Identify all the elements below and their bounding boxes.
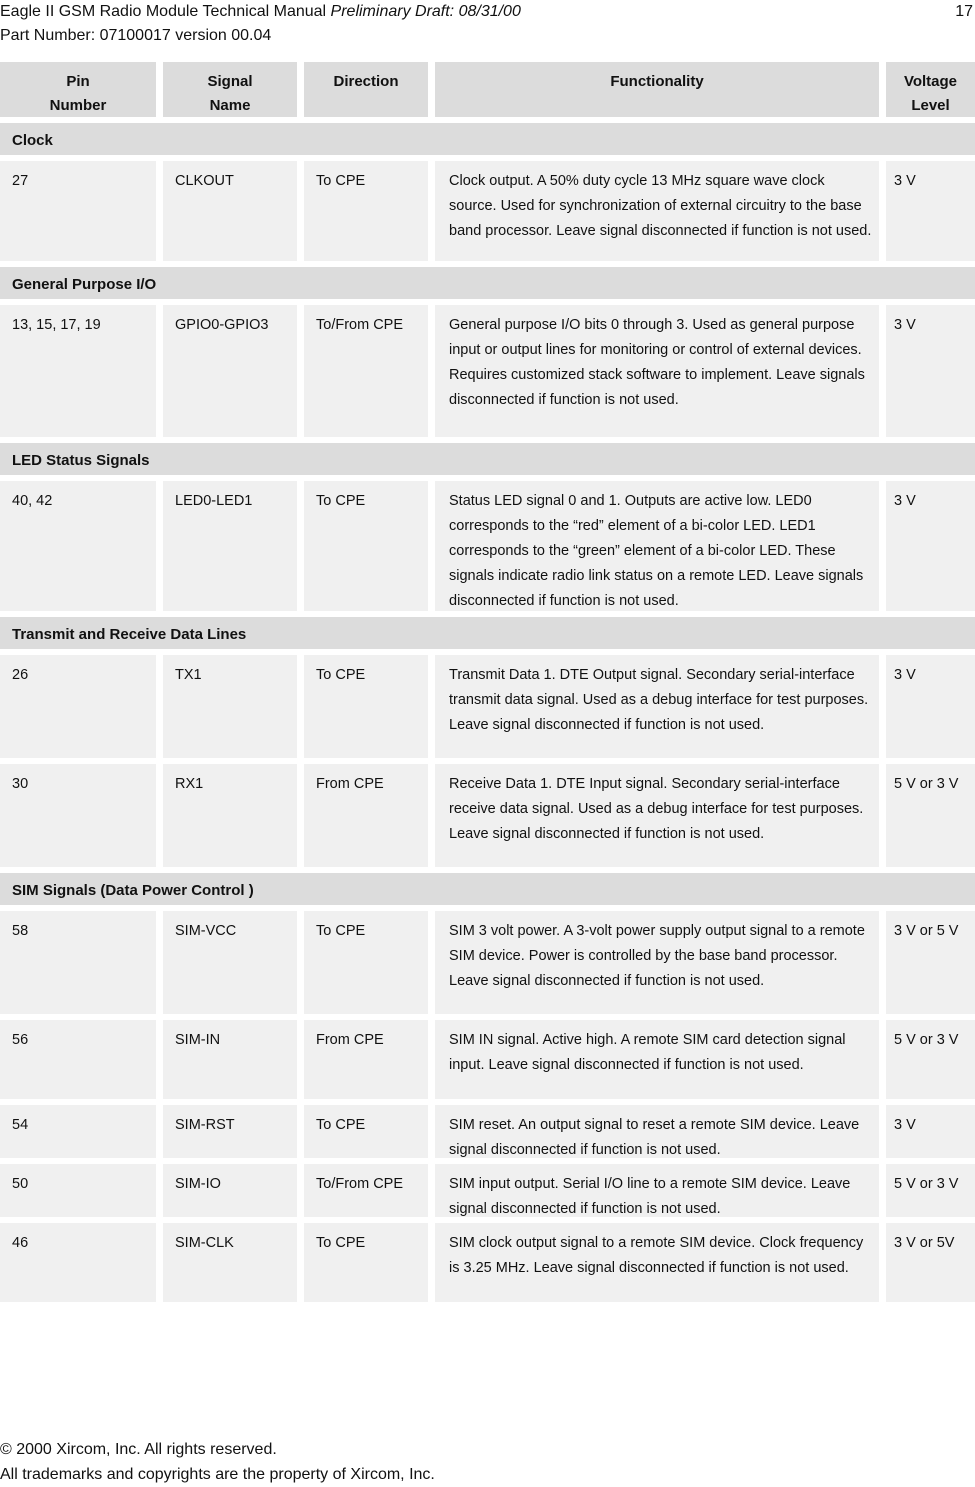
table-row [0,481,975,611]
table-header-row [0,62,975,117]
table-row [0,161,975,261]
cell-functionality: Receive Data 1. DTE Input signal. Secondary serial-interface receive data signal. Used as a debug interface for test purposes. Leave signal disconnected if function is not used. [435,764,879,867]
cell-functionality: Transmit Data 1. DTE Output signal. Secondary serial-interface transmit data signal. Used as a debug interface for test purposes. Leave signal disconnected if function is not used. [435,655,879,758]
cell-pin-number: 30 [0,764,156,867]
page-number: 17 [955,3,973,20]
table-row [0,1105,975,1158]
table-row [0,305,975,437]
cell-pin-number: 56 [0,1020,156,1099]
cell-functionality: SIM input output. Serial I/O line to a remote SIM device. Leave signal disconnected if function is not used. [435,1164,879,1217]
title-draft-date: Preliminary Draft: 08/31/00 [330,3,521,20]
cell-voltage-level: 5 V or 3 V [886,764,975,867]
table-row [0,911,975,1014]
cell-voltage-level: 3 V or 5 V [886,911,975,1014]
signal-table [0,62,975,1308]
cell-direction: To CPE [304,911,428,1014]
column-header-functionality: Functionality [435,62,879,117]
cell-functionality: General purpose I/O bits 0 through 3. Used as general purpose input or output lines for monitoring or control of external devices. Requires customized stack software to implement. Leave signals disconnected if function is not used. [435,305,879,437]
section-heading: SIM Signals (Data Power Control ) [0,873,975,905]
header-row [0,0,975,24]
cell-pin-number: 46 [0,1223,156,1302]
table-row [0,764,975,867]
table-row [0,1164,975,1217]
cell-voltage-level: 3 V [886,161,975,261]
cell-functionality: SIM IN signal. Active high. A remote SIM card detection signal input. Leave signal disconnected if function is not used. [435,1020,879,1099]
cell-voltage-level: 3 V [886,1105,975,1158]
cell-direction: From CPE [304,1020,428,1099]
column-header-direction: Direction [304,62,428,117]
cell-direction: To CPE [304,481,428,611]
section-heading: Clock [0,123,975,155]
table-row [0,1020,975,1099]
table-row [0,655,975,758]
section-heading: Transmit and Receive Data Lines [0,617,975,649]
title-main: Eagle II GSM Radio Module Technical Manual [0,3,331,20]
table-row [0,1223,975,1302]
cell-signal-name: SIM-IN [163,1020,297,1099]
cell-signal-name: CLKOUT [163,161,297,261]
cell-direction: To CPE [304,161,428,261]
cell-pin-number: 58 [0,911,156,1014]
column-header-pin: Pin Number [0,62,156,117]
section-heading: General Purpose I/O [0,267,975,299]
cell-voltage-level: 3 V or 5V [886,1223,975,1302]
cell-functionality: Clock output. A 50% duty cycle 13 MHz square wave clock source. Used for synchronization of external circuitry to the base band processor. Leave signal disconnected if function is not used. [435,161,879,261]
cell-direction: To CPE [304,1223,428,1302]
cell-functionality: Status LED signal 0 and 1. Outputs are active low. LED0 corresponds to the “red” element of a bi-color LED. LED1 corresponds to the “green” element of a bi-color LED. These signals indicate radio link status on a remote LED. Leave signals disconnected if function is not used. [435,481,879,611]
column-header-voltage: Voltage Level [886,62,975,117]
cell-pin-number: 27 [0,161,156,261]
cell-pin-number: 26 [0,655,156,758]
cell-signal-name: TX1 [163,655,297,758]
cell-signal-name: LED0-LED1 [163,481,297,611]
document-title [0,0,521,24]
cell-direction: To/From CPE [304,1164,428,1217]
cell-direction: To CPE [304,655,428,758]
cell-signal-name: GPIO0-GPIO3 [163,305,297,437]
cell-functionality: SIM reset. An output signal to reset a remote SIM device. Leave signal disconnected if function is not used. [435,1105,879,1158]
cell-signal-name: SIM-VCC [163,911,297,1014]
copyright-notice: © 2000 Xircom, Inc. All rights reserved. [0,1441,277,1458]
cell-direction: To/From CPE [304,305,428,437]
cell-pin-number: 50 [0,1164,156,1217]
cell-voltage-level: 3 V [886,655,975,758]
cell-signal-name: SIM-RST [163,1105,297,1158]
column-header-signal: Signal Name [163,62,297,117]
page-footer [0,1437,435,1487]
trademark-notice: All trademarks and copyrights are the property of Xircom, Inc. [0,1466,435,1483]
cell-functionality: SIM clock output signal to a remote SIM device. Clock frequency is 3.25 MHz. Leave signal disconnected if function is not used. [435,1223,879,1302]
section-heading: LED Status Signals [0,443,975,475]
cell-pin-number: 40, 42 [0,481,156,611]
cell-signal-name: SIM-CLK [163,1223,297,1302]
cell-pin-number: 54 [0,1105,156,1158]
cell-voltage-level: 3 V [886,305,975,437]
cell-voltage-level: 5 V or 3 V [886,1164,975,1217]
page-header [0,0,975,48]
cell-direction: To CPE [304,1105,428,1158]
cell-signal-name: SIM-IO [163,1164,297,1217]
cell-signal-name: RX1 [163,764,297,867]
cell-voltage-level: 5 V or 3 V [886,1020,975,1099]
part-number: Part Number: 07100017 version 00.04 [0,27,272,44]
cell-direction: From CPE [304,764,428,867]
cell-functionality: SIM 3 volt power. A 3-volt power supply output signal to a remote SIM device. Power is controlled by the base band processor. Leave signal disconnected if function is not used. [435,911,879,1014]
cell-pin-number: 13, 15, 17, 19 [0,305,156,437]
cell-voltage-level: 3 V [886,481,975,611]
